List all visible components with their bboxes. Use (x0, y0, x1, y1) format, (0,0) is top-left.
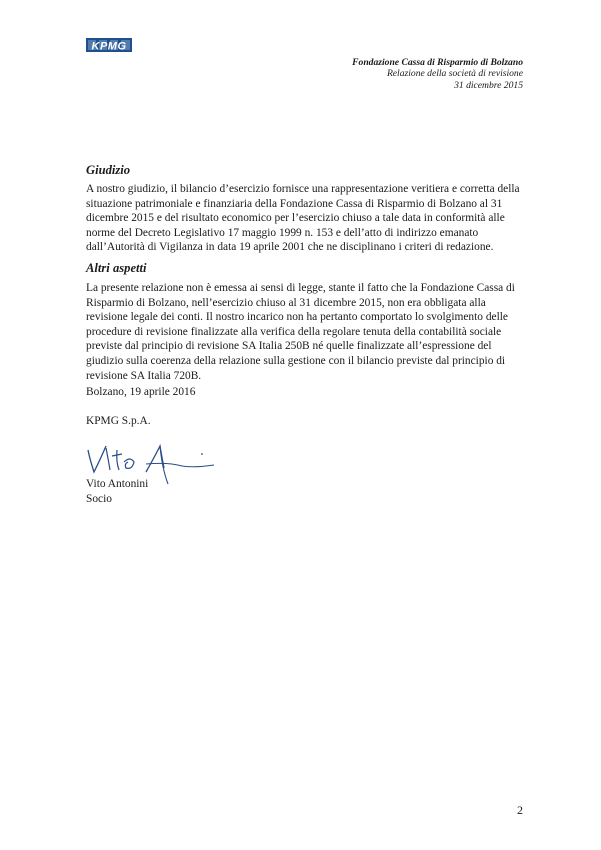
place-and-date: Bolzano, 19 aprile 2016 (86, 386, 196, 398)
header-report-title: Relazione della società di revisione (386, 68, 523, 80)
firm-name: KPMG S.p.A. (86, 415, 151, 427)
paragraph-altri-aspetti: La presente relazione non è emessa ai sensi di legge, stante il fatto che la Fondazione Cassa di Risparmio di Bolzano, nell’esercizio chiuso al 31 dicembre 2015, non era obbligata alla revisione legale dei conti. Il nostro incarico non ha pertanto comportato lo svolgimento delle procedure di revisione finalizzate alla verifica della regolare tenuta della contabilità sociale previste dal principio di revisione SA Italia 250B né quelle finalizzate all’espressione del giudizio sulla coerenza della relazione sulla gestione con il bilancio previste dal principio di revisione SA Italia 720B. (86, 282, 515, 382)
signer-role: Socio (86, 493, 112, 505)
section-heading-altri-aspetti: Altri aspetti (86, 261, 147, 275)
header-date: 31 dicembre 2015 (454, 79, 523, 91)
section-heading-giudizio: Giudizio (86, 163, 131, 177)
paragraph-giudizio: A nostro giudizio, il bilancio d’esercizio fornisce una rappresentazione veritiera e corretta della situazione patrimoniale e finanziaria della Fondazione Cassa di Risparmio di Bolzano al 31 dicembre 2015 e del risultato economico per l’esercizio chiuso a tale data in conformità alle norme del Decreto Legislativo 17 maggio 1999 n. 153 e dell’atto di indirizzo emanato dall’Autorità di Vigilanza in data 19 aprile 2001 che ne disciplinano i criteri di redazione. (86, 183, 520, 254)
header-organization: Fondazione Cassa di Risparmio di Bolzano (352, 57, 523, 68)
logo-text: KPMG (91, 40, 127, 53)
page-number: 2 (517, 803, 523, 817)
document-header (352, 57, 523, 91)
kpmg-logo (86, 38, 132, 58)
signer-name: Vito Antonini (86, 478, 149, 490)
